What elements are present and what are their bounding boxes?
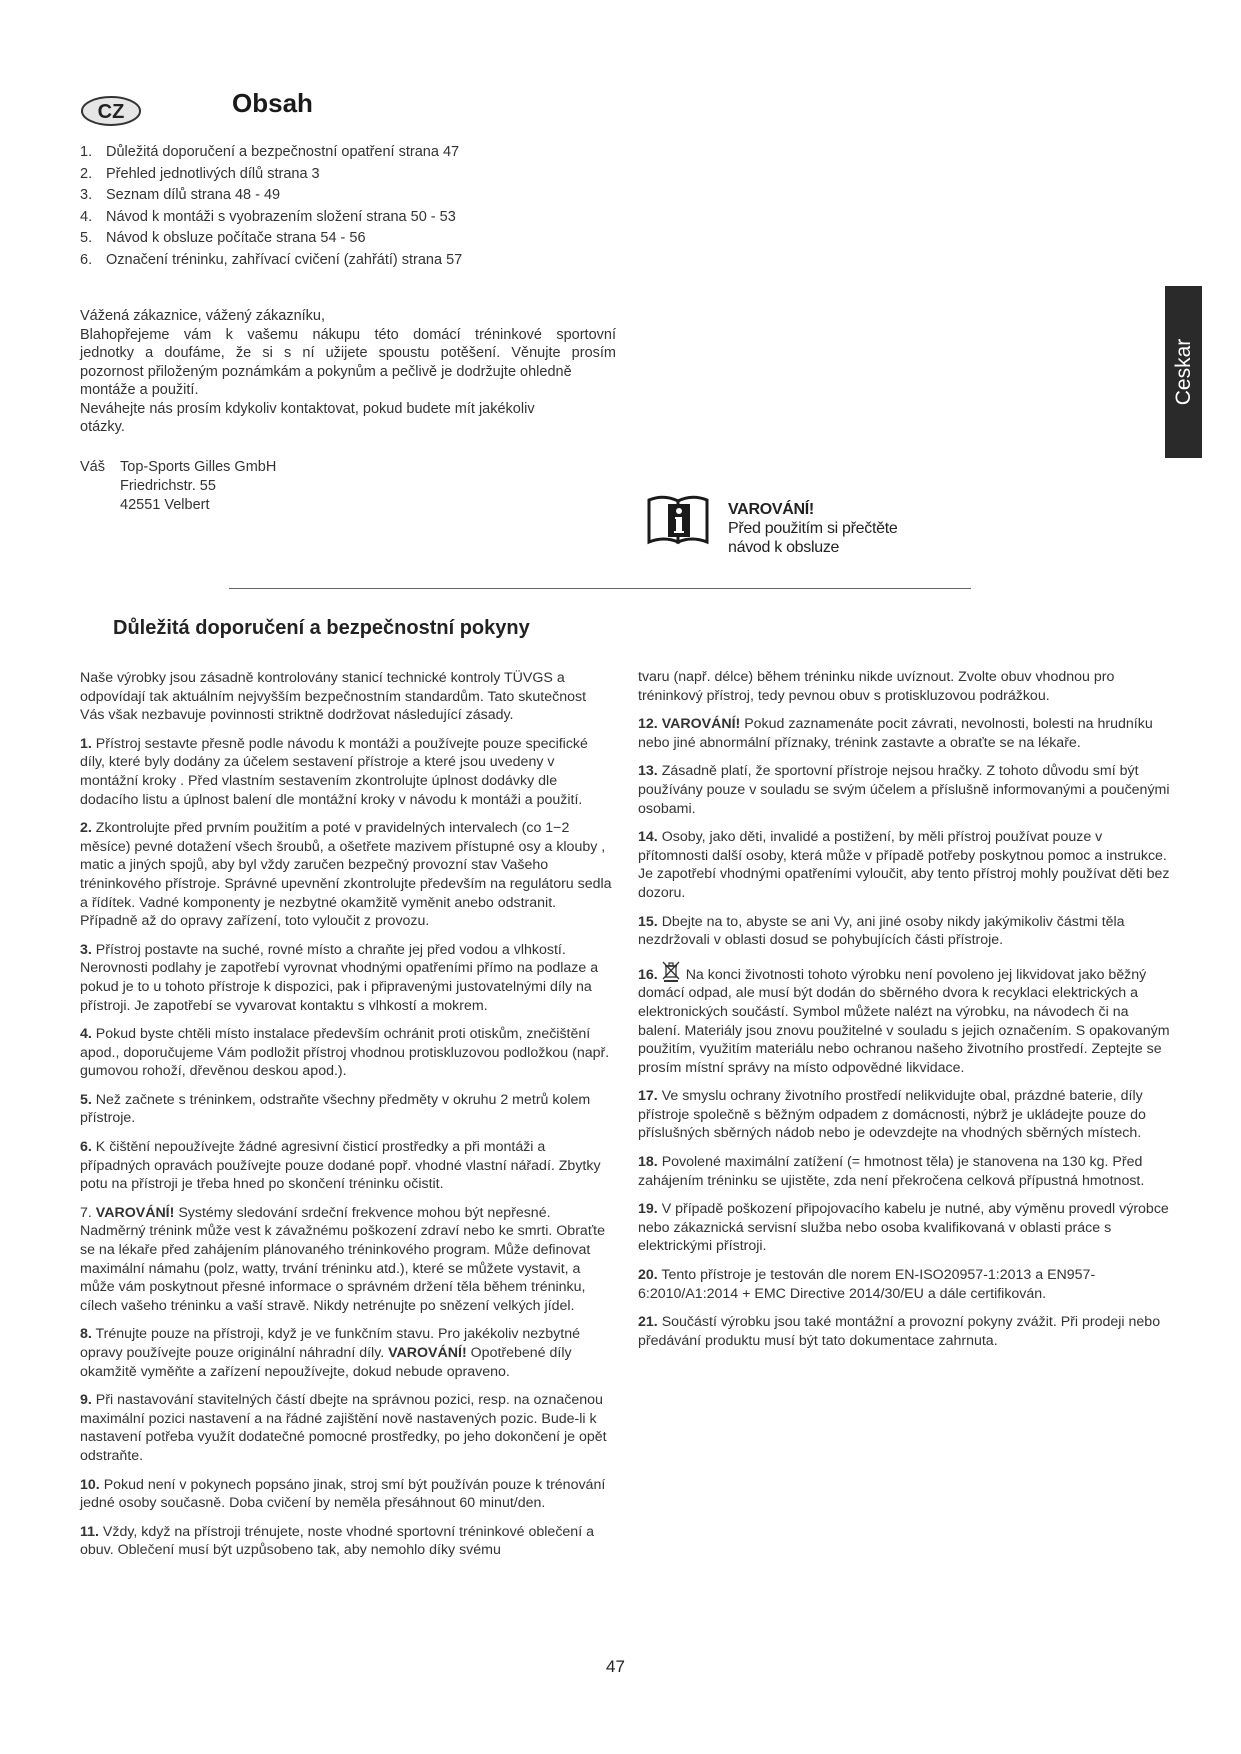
cz-badge-text: CZ	[97, 101, 125, 123]
list-item	[638, 828, 1172, 902]
table-of-contents	[80, 142, 640, 272]
company-name: Top-Sports Gilles GmbH	[120, 459, 277, 475]
intro-line: montáže a použití.	[80, 382, 199, 398]
intro-line: otázky.	[80, 419, 125, 435]
toc-item	[80, 142, 640, 164]
toc-item	[80, 228, 640, 250]
toc-number: 2.	[80, 165, 93, 182]
list-item	[638, 913, 1172, 950]
item-number: 19.	[638, 1201, 658, 1218]
crossed-bin-icon	[662, 960, 680, 982]
item-number: 17.	[638, 1088, 658, 1105]
list-item	[80, 1325, 614, 1381]
item-number: 8.	[80, 1326, 92, 1343]
item-text: Dbejte na to, abyste se ani Vy, ani jiné osoby nikdy jakýmikoliv částmi těla nezdržovali v oblasti dosud se pohybujících části přístroje.	[638, 913, 1125, 949]
item-number: 14.	[638, 829, 658, 846]
item-number: 13.	[638, 763, 658, 780]
toc-item	[80, 185, 640, 207]
item-text: Než začnete s tréninkem, odstraňte všechny předměty v okruhu 2 metrů kolem přístroje.	[80, 1091, 591, 1127]
signature-block	[80, 458, 276, 515]
item-number: 15.	[638, 913, 658, 930]
item-text: Pokud byste chtěli místo instalace především ochránit proti otiskům, znečištění apod., doporučujeme Vám podložit přístroj vhodnou protiskluzovou podložkou (např. gumovou rohoží, dřevěnou deskou apod.).	[80, 1026, 610, 1080]
toc-item	[80, 207, 640, 229]
item-text: Součástí výrobku jsou také montážní a provozní pokyny zvážit. Při prodeji nebo předávání produktu musí být tato dokumentace zahrnuta.	[638, 1314, 1161, 1349]
list-item	[80, 1138, 614, 1194]
item-number: 10.	[80, 1476, 100, 1493]
list-item	[638, 715, 1172, 752]
company-street: Friedrichstr. 55	[120, 478, 216, 494]
list-item	[638, 1200, 1172, 1256]
item-text: Vždy, když na přístroji trénujete, noste vhodné sportovní tréninkové oblečení a obuv. Oblečení musí být uzpůsobeno tak, aby nemohlo díky svému	[80, 1523, 594, 1559]
language-tab-label: Ceskar	[1171, 338, 1195, 406]
list-item	[80, 1391, 614, 1465]
item-text: Trénujte pouze na přístroji, když je ve funkčním stavu. Pro jakékoliv nezbytné opravy používejte pouze originální náhradní díly.	[80, 1326, 580, 1361]
list-item	[638, 960, 1172, 1078]
list-item	[638, 1153, 1172, 1190]
info-book-icon	[646, 492, 710, 547]
item-text: Pokud zaznamenáte pocit závrati, nevolnosti, bolesti na hrudníku nebo jiné abnormální příznaky, trénink zastavte a obraťte se na lékaře.	[638, 716, 1153, 751]
list-item	[80, 735, 614, 809]
list-item	[638, 762, 1172, 818]
warning-line: návod k obsluze	[728, 539, 840, 556]
item-text: Ve smyslu ochrany životního prostředí nelikvidujte obal, prázdné baterie, díly přístroje společně s běžným odpadem z domácnosti, nýbrž je ukládejte pouze do příslušných sběrných nádob nebo je odevzdejte na vhodných sběrných místech.	[638, 1088, 1146, 1142]
item-number: 12.	[638, 716, 658, 733]
item-number: 9.	[80, 1392, 92, 1409]
toc-number: 3.	[80, 187, 93, 204]
signature-label: Váš	[80, 459, 105, 475]
toc-text: Návod k montáži s vyobrazením složení strana 50 - 53	[106, 208, 456, 225]
item-text: Zásadně platí, že sportovní přístroje nejsou hračky. Z tohoto důvodu smí být používány pouze v souladu se svým účelem a příslušně informovanými a poučenými osobami.	[638, 763, 1170, 817]
item-text: V případě poškození připojovacího kabelu je nutné, aby výměnu provedl výrobce nebo zákaznická servisní služba nebo osoba kvalifikovaná v oblasti práce s elektrickými přístroji.	[638, 1201, 1169, 1255]
item-number: 21.	[638, 1314, 658, 1331]
item-text: Opotřebené díly okamžitě vyměňte a zařízení nepoužívejte, dokud nebude opraveno.	[80, 1345, 572, 1380]
list-item	[80, 1204, 614, 1316]
list-item	[638, 1087, 1172, 1143]
safety-column-left	[80, 669, 614, 1570]
item-number: 7.	[80, 1204, 92, 1221]
toc-text: Návod k obsluze počítače strana 54 - 56	[106, 230, 366, 247]
item-number: 3.	[80, 941, 92, 958]
list-item	[80, 819, 614, 931]
list-item	[80, 941, 614, 1015]
paragraph-text: Naše výrobky jsou zásadně kontrolovány stanicí technické kontroly TÜVGS a odpovídají tak aktuálním nejvyšším bezpečnostním standardům. Tato skutečnost Vás však nezbavuje povinnosti striktně dodržovat následující zásady.	[80, 670, 587, 724]
item-number: 4.	[80, 1026, 92, 1043]
toc-text: Přehled jednotlivých dílů strana 3	[106, 165, 320, 182]
warning-title: VAROVÁNÍ!	[728, 501, 814, 518]
cz-language-badge	[80, 95, 142, 127]
item-number: 1.	[80, 735, 92, 752]
intro-line: Blahopřejeme vám k vašemu nákupu této domácí tréninkové sportovní	[80, 326, 616, 343]
item-text: Přístroj postavte na suché, rovné místo a chraňte jej před vodou a vlhkostí. Nerovnosti podlahy je zapotřebí vyrovnat vhodnými opatřeními přímo na podlaze a pokud je to u tohoto přístroje k dispozici, pak i připravenými justovatelnými díly na přístroji. Je zapotřebí se vyvarovat kontaktu s vlhkostí a mokrem.	[80, 941, 599, 1014]
section-title: Důležitá doporučení a bezpečnostní pokyny	[113, 617, 530, 639]
toc-number: 4.	[80, 208, 93, 225]
list-item	[80, 1476, 614, 1513]
toc-item	[80, 250, 640, 272]
intro-letter	[80, 307, 616, 437]
item-text: K čištění nepoužívejte žádné agresivní čisticí prostředky a při montáži a případných opravách používejte pouze dodané popř. vhodné vlastní nářadí. Zbytky potu na přístroji je třeba hned po skončení tréninku očistit.	[80, 1139, 601, 1193]
item-number: 18.	[638, 1154, 658, 1171]
toc-item	[80, 164, 640, 186]
item-text: Povolené maximální zatížení (= hmotnost těla) je stanovena na 130 kg. Před zahájením tréninku se ujistěte, zda není překročena celková přípustná hmotnost.	[638, 1154, 1145, 1189]
toc-number: 1.	[80, 144, 93, 160]
intro-line: jednotky a doufáme, že si s ní užijete spoustu potěšení. Věnujte prosím	[80, 345, 616, 361]
toc-text: Označení tréninku, zahřívací cvičení (zahřátí) strana 57	[106, 251, 463, 268]
page-number: 47	[606, 1657, 625, 1676]
item-number: 5.	[80, 1091, 92, 1108]
warning-label: VAROVÁNÍ!	[95, 1204, 175, 1221]
section-divider	[229, 588, 971, 589]
warning-label: VAROVÁNÍ!	[388, 1345, 467, 1361]
item-text: Systémy sledování srdeční frekvence mohou být nepřesné. Nadměrný trénink může vest k závažnému poškození zdraví nebo ke smrti. Obraťte se na lékaře před zahájením plánovaného tréninkového program. Může definovat maximální námahu (polz, watty, trvání tréninku atd.), které se můžete vystavit, a může vám poskytnout přesné informace o správném držení těla během tréninku, cílech vašeho tréninku a vaší stravě. Nikdy netrénujte po snězení velkých jídel.	[80, 1204, 605, 1314]
item-text: Zkontrolujte před prvním použitím a poté v pravidelných intervalech (co 1−2 měsíce) pevné dotažení všech šroubů, a ošetřete mazivem přístupné osy a klouby , matic a jiných spojů, aby byl vždy zaručen bezpečný provozní stav Vašeho tréninkového přístroje. Správné upevnění zkontrolujte především na regulátoru sedla a řídítek. Vadné komponenty je nezbytné okamžitě vyměnit anebo odstranit. Případně až do opravy zařízení, toto vyloučit z provozu.	[80, 820, 612, 930]
item-text: Při nastavování stavitelných částí dbejte na správnou pozici, resp. na označenou maximální pozici nastavení a na řádné zajištění nově nastavených pozic. Bude-li k nastavení potřeba využít dodatečné pomocné prostředky, po jeho dokončení je opět odstraňte.	[80, 1392, 607, 1464]
item-text: Tento přístroje je testován dle norem EN-ISO20957-1:2013 a EN957-6:2010/A1:2014 + EMC Directive 2014/30/EU a dále certifikován.	[638, 1267, 1096, 1302]
item-number: 2.	[80, 820, 92, 837]
toc-number: 6.	[80, 251, 93, 268]
item-number: 11.	[80, 1523, 99, 1540]
paragraph	[80, 669, 614, 725]
item-text: tvaru (např. délce) během tréninku nikde uvíznout. Zvolte obuv vhodnou pro tréninkový přístroj, tedy pevnou obuv s protiskluzovou podrážkou.	[638, 669, 1115, 704]
item-number: 16.	[638, 966, 658, 983]
greeting: Vážená zákaznice, vážený zákazníku,	[80, 308, 326, 324]
item-text: Na konci životnosti tohoto výrobku není povoleno jej likvidovat jako běžný domácí odpad, ale musí být dodán do sběrného dvora k recyklaci elektrických a elektronických součástí. Symbol můžete nalézt na výrobku, na návodech či na balení. Materiály jsou znovu použitelné v souladu s jejich označením. S opakovaným použitím, využitím materiálu nebo ochranou našeho životního prostředí. Zeptejte se prosím místní správy na místo odpovědné likvidace.	[638, 966, 1170, 1076]
list-item	[638, 1266, 1172, 1303]
item-number: 6.	[80, 1139, 92, 1156]
safety-column-right	[638, 668, 1172, 1360]
language-tab	[1165, 286, 1202, 458]
list-item	[80, 1523, 614, 1560]
item-text: Osoby, jako děti, invalidé a postižení, by měli přístroj používat pouze v přítomnosti další osoby, která může v případě potřeby poskytnou pomoc a instrukce. Je zapotřebí vhodnými opatřeními vyloučit, aby tento přístroj mohly používat děti bez dozoru.	[638, 829, 1170, 901]
toc-text: Důležitá doporučení a bezpečnostní opatření strana 47	[106, 144, 460, 160]
list-item	[80, 1025, 614, 1081]
list-item	[80, 1091, 614, 1128]
warning-line: Před použitím si přečtěte	[728, 520, 898, 537]
item-text: Pokud není v pokynech popsáno jinak, stroj smí být používán pouze k trénování jedné osoby současně. Doba cvičení by neměla přesáhnout 60 minut/den.	[80, 1476, 606, 1512]
warning-label: VAROVÁNÍ!	[661, 716, 741, 733]
toc-text: Seznam dílů strana 48 - 49	[106, 187, 281, 204]
list-item	[638, 1313, 1172, 1350]
toc-number: 5.	[80, 230, 93, 247]
warning-notice	[728, 500, 897, 557]
item-text: Přístroj sestavte přesně podle návodu k montáži a používejte pouze specifické díly, které byly dodány za účelem sestavení přístroje a které jsou uvedeny v montážní kroky . Před vlastním sestavením zkontrolujte úplnost dodávky dle dodacího listu a úplnost balení dle montážní kroky v návodu k montáži a použití.	[80, 735, 588, 808]
list-item-continued	[638, 668, 1172, 705]
intro-line: pozornost přiloženým poznámkám a pokynům a pečlivě je dodržujte ohledně	[80, 363, 572, 380]
intro-line: Neváhejte nás prosím kdykoliv kontaktovat, pokud budete mít jakékoliv	[80, 400, 535, 417]
company-city: 42551 Velbert	[120, 497, 210, 513]
item-number: 20.	[638, 1267, 658, 1284]
page-title: Obsah	[232, 88, 313, 118]
